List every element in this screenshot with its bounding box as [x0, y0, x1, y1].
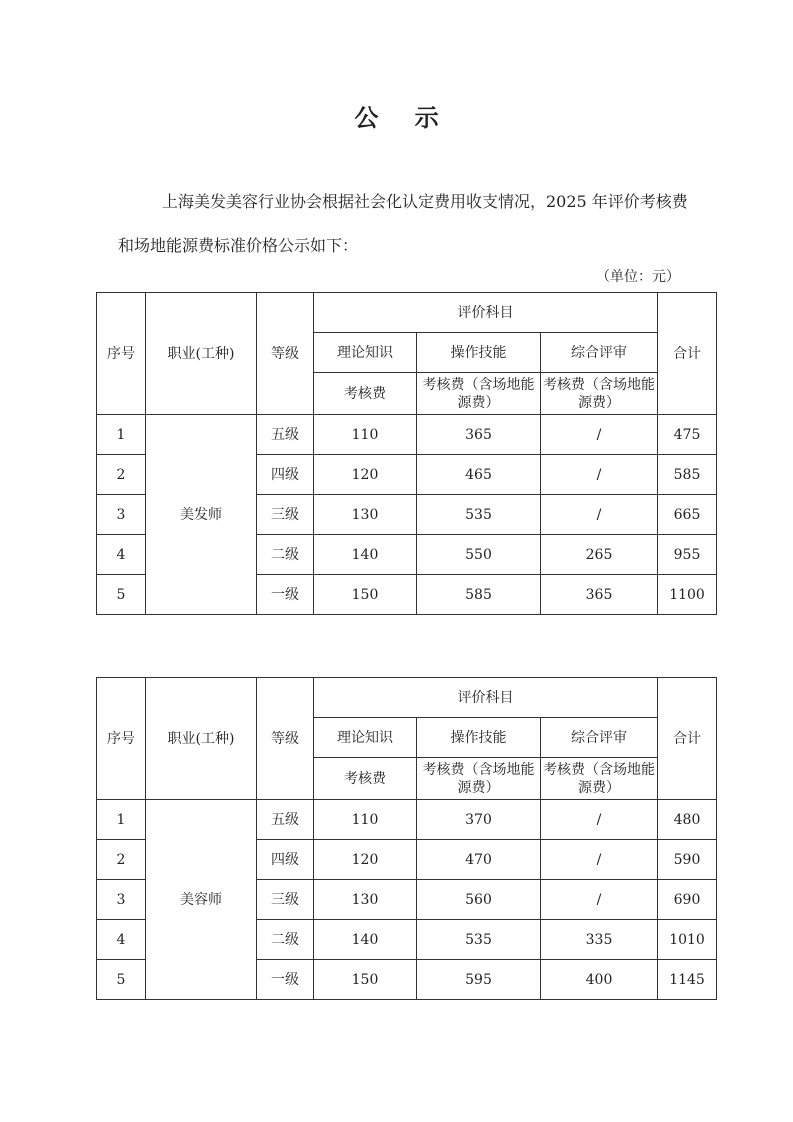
- cell-level: 二级: [257, 920, 314, 960]
- cell-theory: 120: [314, 455, 417, 495]
- cell-total: 1145: [658, 960, 717, 1000]
- cell-comprehensive: /: [541, 415, 658, 455]
- header-no: 序号: [97, 678, 146, 800]
- cell-theory: 130: [314, 880, 417, 920]
- cell-operation: 465: [417, 455, 541, 495]
- cell-theory: 140: [314, 535, 417, 575]
- cell-no: 5: [97, 575, 146, 615]
- cell-total: 1100: [658, 575, 717, 615]
- cell-comprehensive: 400: [541, 960, 658, 1000]
- cell-total: 585: [658, 455, 717, 495]
- cell-total: 475: [658, 415, 717, 455]
- table-row: [97, 800, 717, 840]
- cell-operation: 585: [417, 575, 541, 615]
- header-operation: 操作技能: [417, 718, 541, 758]
- cell-theory: 150: [314, 575, 417, 615]
- cell-operation: 560: [417, 880, 541, 920]
- header-comprehensive: 综合评审: [541, 718, 658, 758]
- cell-level: 三级: [257, 880, 314, 920]
- cell-total: 665: [658, 495, 717, 535]
- cell-no: 1: [97, 800, 146, 840]
- cell-no: 2: [97, 840, 146, 880]
- header-job: 职业(工种): [146, 293, 257, 415]
- cell-job: 美发师: [146, 415, 257, 615]
- cell-level: 二级: [257, 535, 314, 575]
- cell-level: 三级: [257, 495, 314, 535]
- header-total: 合计: [658, 678, 717, 800]
- cell-no: 5: [97, 960, 146, 1000]
- cell-no: 4: [97, 535, 146, 575]
- cell-theory: 140: [314, 920, 417, 960]
- cell-no: 3: [97, 880, 146, 920]
- cell-operation: 370: [417, 800, 541, 840]
- header-theory-fee: 考核费: [314, 373, 417, 415]
- header-level: 等级: [257, 293, 314, 415]
- intro-paragraph: 上海美发美容行业协会根据社会化认定费用收支情况，2025 年评价考核费和场地能源费标准价格公示如下：: [118, 192, 688, 255]
- cell-theory: 150: [314, 960, 417, 1000]
- table-row: [97, 415, 717, 455]
- cell-operation: 595: [417, 960, 541, 1000]
- header-theory-fee: 考核费: [314, 758, 417, 800]
- cell-total: 955: [658, 535, 717, 575]
- header-theory: 理论知识: [314, 333, 417, 373]
- cell-operation: 535: [417, 495, 541, 535]
- cell-no: 4: [97, 920, 146, 960]
- fee-table-hairdresser: [96, 292, 717, 615]
- cell-operation: 550: [417, 535, 541, 575]
- cell-comprehensive: 335: [541, 920, 658, 960]
- cell-total: 590: [658, 840, 717, 880]
- cell-level: 五级: [257, 800, 314, 840]
- header-subjects: 评价科目: [314, 293, 658, 333]
- cell-operation: 365: [417, 415, 541, 455]
- cell-level: 一级: [257, 575, 314, 615]
- header-job: 职业(工种): [146, 678, 257, 800]
- header-comprehensive-fee: 考核费（含场地能源费）: [541, 758, 658, 800]
- cell-comprehensive: 265: [541, 535, 658, 575]
- header-comprehensive: 综合评审: [541, 333, 658, 373]
- cell-job: 美容师: [146, 800, 257, 1000]
- header-subjects: 评价科目: [314, 678, 658, 718]
- page-title: 公 示: [354, 104, 453, 132]
- cell-comprehensive: 365: [541, 575, 658, 615]
- cell-level: 五级: [257, 415, 314, 455]
- cell-operation: 535: [417, 920, 541, 960]
- cell-comprehensive: /: [541, 495, 658, 535]
- cell-comprehensive: /: [541, 800, 658, 840]
- header-level: 等级: [257, 678, 314, 800]
- cell-comprehensive: /: [541, 840, 658, 880]
- unit-note: （单位：元）: [596, 269, 680, 285]
- header-theory: 理论知识: [314, 718, 417, 758]
- cell-theory: 120: [314, 840, 417, 880]
- header-operation-fee: 考核费（含场地能源费）: [417, 758, 541, 800]
- header-operation-fee: 考核费（含场地能源费）: [417, 373, 541, 415]
- cell-no: 1: [97, 415, 146, 455]
- cell-level: 四级: [257, 840, 314, 880]
- cell-operation: 470: [417, 840, 541, 880]
- header-operation: 操作技能: [417, 333, 541, 373]
- cell-theory: 130: [314, 495, 417, 535]
- cell-no: 2: [97, 455, 146, 495]
- header-no: 序号: [97, 293, 146, 415]
- cell-total: 1010: [658, 920, 717, 960]
- cell-comprehensive: /: [541, 455, 658, 495]
- cell-total: 480: [658, 800, 717, 840]
- cell-level: 四级: [257, 455, 314, 495]
- cell-total: 690: [658, 880, 717, 920]
- cell-comprehensive: /: [541, 880, 658, 920]
- fee-table-beautician: [96, 677, 717, 1000]
- cell-level: 一级: [257, 960, 314, 1000]
- cell-theory: 110: [314, 415, 417, 455]
- header-total: 合计: [658, 293, 717, 415]
- header-comprehensive-fee: 考核费（含场地能源费）: [541, 373, 658, 415]
- cell-no: 3: [97, 495, 146, 535]
- cell-theory: 110: [314, 800, 417, 840]
